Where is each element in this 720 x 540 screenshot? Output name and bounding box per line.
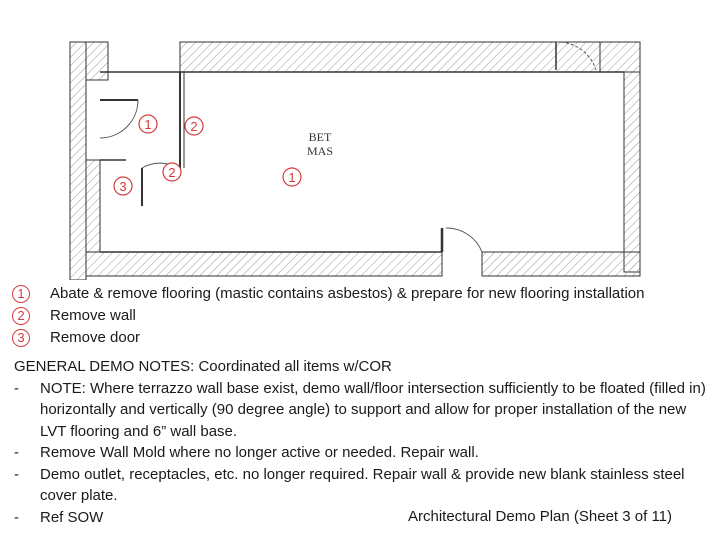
legend-text: Remove door [50, 329, 141, 346]
wall-left-outer [70, 42, 86, 280]
wall-top-left-stub [86, 42, 108, 80]
legend-number: 2 [12, 307, 30, 325]
wall-top-right [600, 42, 640, 72]
legend-text: Remove wall [50, 307, 136, 324]
wall-right [624, 72, 640, 272]
callout-3 [114, 177, 132, 195]
callout-1-upper [139, 115, 157, 133]
wall-top [180, 42, 600, 72]
general-demo-notes [14, 356, 714, 528]
legend-number: 1 [12, 285, 30, 303]
note-item: - Ref SOW [14, 508, 104, 526]
legend-item-3 [0, 328, 720, 348]
note-item: - NOTE: Where terrazzo wall base exist, demo wall/floor intersection sufficiently to be floated (filled in) horizontally and vertically (90 degree angle) to support and allow for proper installation of the new LVT flooring and 6” wall base. [14, 379, 706, 440]
callout-1-center [283, 168, 301, 186]
notes-title: GENERAL DEMO NOTES: Coordinated all items w/COR [14, 358, 392, 375]
room-label-line1: BET [308, 130, 332, 144]
note-item: - Remove Wall Mold where no longer active or needed. Repair wall. [14, 444, 479, 461]
callout-2-upper [185, 117, 203, 135]
svg-text:3: 3 [119, 179, 127, 194]
svg-text:2: 2 [190, 119, 198, 134]
sheet-title: Architectural Demo Plan (Sheet 3 of 11) [408, 508, 673, 525]
note-item: - Demo outlet, receptacles, etc. no longer required. Repair wall & provide new blank stainless steel cover plate. [14, 465, 685, 504]
room-label-line2: MAS [306, 144, 334, 158]
legend-text: Abate & remove flooring (mastic contains asbestos) & prepare for new flooring installation [50, 285, 645, 302]
legend-number: 3 [12, 329, 30, 347]
legend-item-2 [0, 306, 720, 326]
wall-room-left [86, 160, 100, 252]
callout-2-lower [163, 163, 181, 181]
legend-item-1 [0, 284, 720, 304]
svg-text:1: 1 [288, 170, 296, 185]
svg-text:2: 2 [168, 165, 176, 180]
wall-bottom [86, 252, 442, 276]
wall-bottom-right [482, 252, 640, 276]
svg-text:1: 1 [144, 117, 152, 132]
